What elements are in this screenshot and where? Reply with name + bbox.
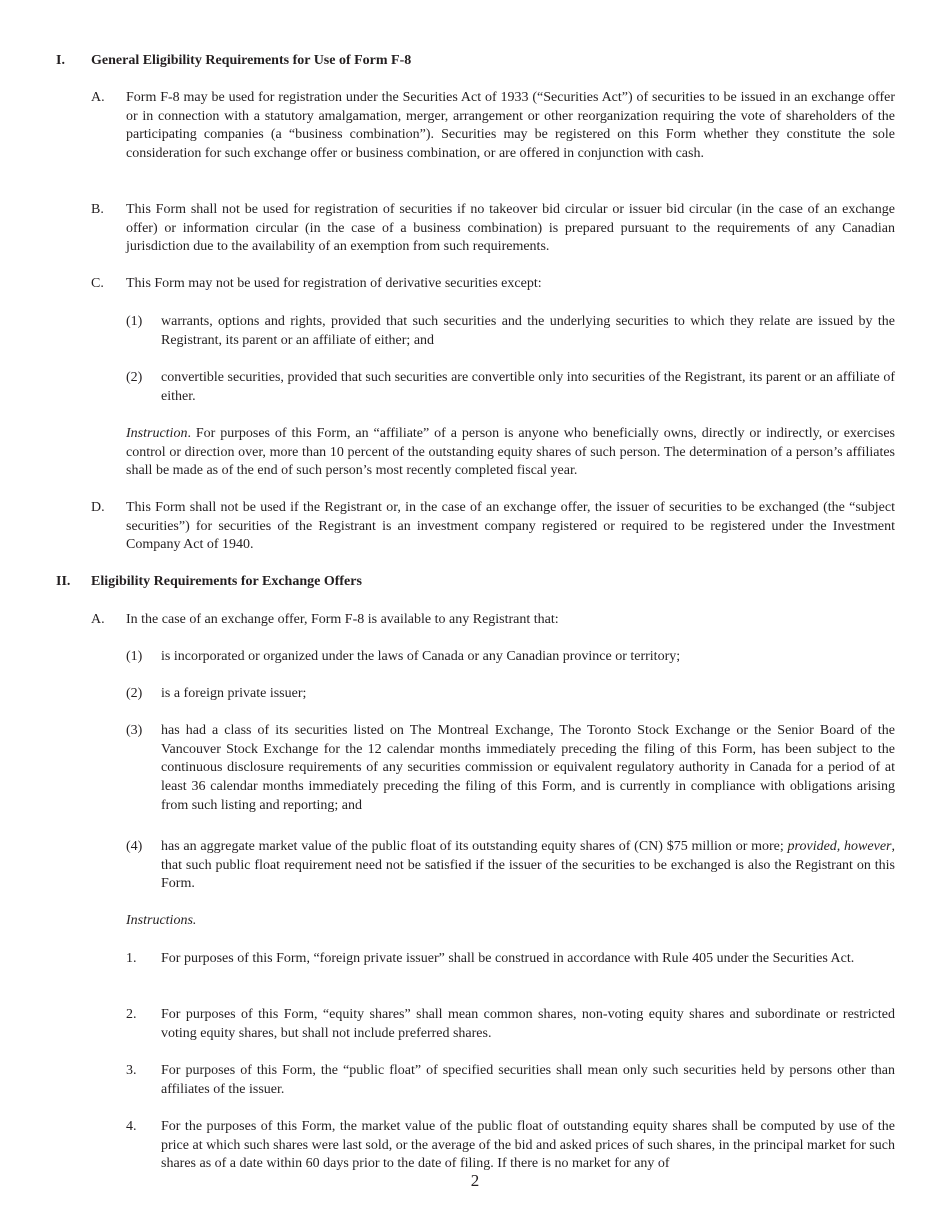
- list-item-text: has an aggregate market value of the public float of its outstanding equity shares of (CN) $75 million or more;: [161, 839, 788, 854]
- instruction-text: . For purposes of this Form, an “affiliate” of a person is anyone who beneficially owns, directly or indirectly, or exercises control or direction over, more than 10 percent of the outstanding equity shares of such person. The determination of a person’s affiliates shall be made as of the end of such person’s most recently completed fiscal year.: [126, 426, 895, 479]
- instruction-number: 4.: [126, 1119, 137, 1134]
- section-heading: [56, 52, 896, 71]
- paragraph-letter: C.: [91, 276, 104, 291]
- paragraph: [91, 499, 895, 555]
- instruction-text: For the purposes of this Form, the market value of the public float of outstanding equity shares shall be computed by use of the price at which such shares were last sold, or the average of the bid and asked prices of such shares, in the principal market for such shares as of a date within 60 days prior to the date of filing. If there is no market for any of: [161, 1119, 895, 1172]
- list-item-text: has had a class of its securities listed on The Montreal Exchange, The Toronto Stock Exchange or the Senior Board of the Vancouver Stock Exchange for the 12 calendar months immediately preceding the filing of this Form, has been subject to the continuous disclosure requirements of any securities commission or equivalent regulatory authority in Canada for a period of at least 36 calendar months immediately preceding the filing of this Form, and is currently in compliance with obligations arising from such listing and reporting; and: [161, 723, 895, 813]
- list-item: [126, 648, 895, 667]
- section-number: II.: [56, 574, 71, 589]
- instruction-item: [126, 1118, 895, 1174]
- instruction-text: For purposes of this Form, “equity shares” shall mean common shares, non-voting equity shares and subordinate or restricted voting equity shares, but shall not include preferred shares.: [161, 1007, 895, 1041]
- section-heading: [56, 573, 896, 592]
- section-title: Eligibility Requirements for Exchange Offers: [91, 574, 362, 589]
- paragraph: [91, 89, 895, 164]
- paragraph: [91, 611, 895, 630]
- list-item: [126, 685, 895, 704]
- list-item-number: (2): [126, 370, 143, 385]
- list-item-text: is a foreign private issuer;: [161, 686, 307, 701]
- list-item-number: (1): [126, 314, 143, 329]
- paragraph-text: This Form shall not be used for registration of securities if no takeover bid circular or issuer bid circular (in the case of an exchange offer) or information circular (in the case of a business combination) is prepared pursuant to the requirements of any Canadian jurisdiction due to the availability of an exemption from such requirements.: [126, 202, 895, 255]
- instruction-number: 3.: [126, 1063, 137, 1078]
- instructions-period: .: [192, 913, 197, 928]
- list-item: [126, 838, 895, 894]
- section-title: General Eligibility Requirements for Use of Form F-8: [91, 53, 412, 68]
- paragraph-letter: D.: [91, 500, 105, 515]
- paragraph-text: In the case of an exchange offer, Form F-8 is available to any Registrant that:: [126, 612, 559, 627]
- list-item-text: warrants, options and rights, provided that such securities and the underlying securities to which they relate are issued by the Registrant, its parent or an affiliate of either; and: [161, 314, 895, 348]
- paragraph-letter: A.: [91, 90, 105, 105]
- instruction-number: 2.: [126, 1007, 137, 1022]
- list-item-italic-text: provided, however: [787, 839, 892, 854]
- instruction-item: [126, 1062, 895, 1099]
- paragraph-letter: B.: [91, 202, 104, 217]
- instruction-item: [126, 1006, 895, 1043]
- instruction-text: For purposes of this Form, the “public float” of specified securities shall mean only such securities held by persons other than affiliates of the issuer.: [161, 1063, 895, 1097]
- section-number: I.: [56, 53, 65, 68]
- instruction-item: [126, 950, 895, 969]
- paragraph: [91, 275, 895, 294]
- list-item-number: (1): [126, 649, 143, 664]
- instruction-number: 1.: [126, 951, 137, 966]
- list-item-number: (3): [126, 723, 143, 738]
- list-item: [126, 722, 895, 816]
- list-item-number: (4): [126, 839, 143, 854]
- paragraph-text: This Form may not be used for registration of derivative securities except:: [126, 276, 542, 291]
- list-item-text: is incorporated or organized under the laws of Canada or any Canadian province or territory;: [161, 649, 681, 664]
- list-item-text-continued: , that such public float requirement need not be satisfied if the issuer of the securities to be exchanged is also the Registrant on this Form.: [161, 839, 895, 892]
- instruction-label: Instruction: [126, 426, 188, 441]
- list-item-number: (2): [126, 686, 143, 701]
- instruction-text: For purposes of this Form, “foreign private issuer” shall be construed in accordance with Rule 405 under the Securities Act.: [161, 951, 855, 966]
- list-item-text: convertible securities, provided that such securities are convertible only into securities of the Registrant, its parent or an affiliate of either.: [161, 370, 895, 404]
- paragraph: [91, 201, 895, 257]
- list-item: [126, 369, 895, 406]
- paragraph-letter: A.: [91, 612, 105, 627]
- page-number: 2: [470, 1171, 480, 1190]
- instruction-note: [126, 425, 895, 481]
- paragraph-text: This Form shall not be used if the Registrant or, in the case of an exchange offer, the issuer of securities to be exchanged (the “subject securities”) for securities of the Registrant is an investment company registered or required to be registered under the Investment Company Act of 1940.: [126, 500, 895, 553]
- paragraph-text: Form F-8 may be used for registration under the Securities Act of 1933 (“Securities Act”) of securities to be issued in an exchange offer or in connection with a statutory amalgamation, merger, arrangement or other reorganization requiring the vote of shareholders of the participating companies (a “business combination”). Securities may be registered on this Form whether they constitute the sole consideration for such exchange offer or business combination, or are offered in conjunction with cash.: [126, 90, 895, 162]
- instructions-label: Instructions: [126, 913, 193, 928]
- list-item: [126, 313, 895, 350]
- instructions-heading: [126, 912, 895, 931]
